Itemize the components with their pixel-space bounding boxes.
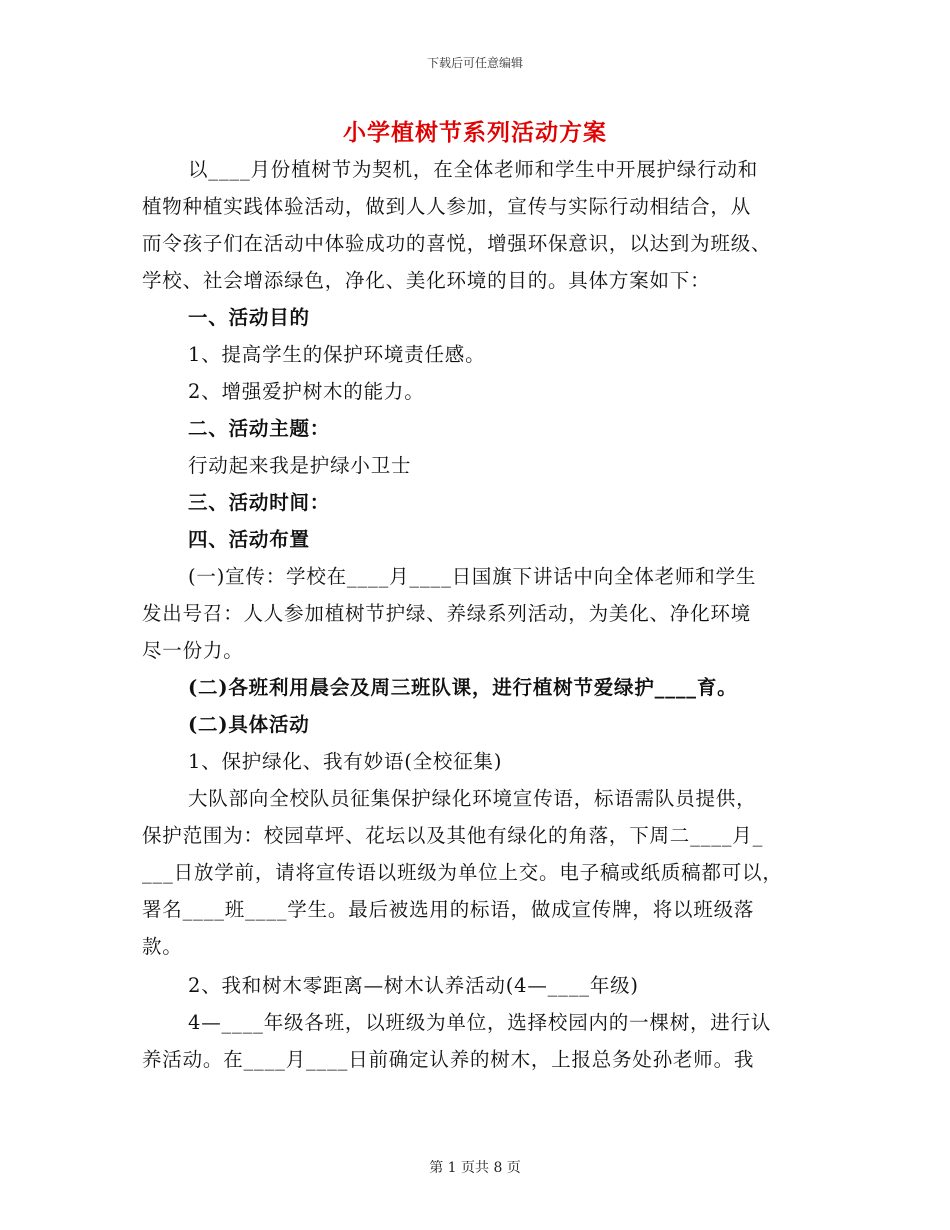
paragraph-line: 署名____班____学生。最后被选用的标语，做成宣传牌，将以班级落	[142, 898, 755, 921]
section-heading: 一、活动目的	[188, 306, 310, 329]
page-header-note: 下载后可任意编辑	[426, 56, 523, 70]
paragraph-line: 大队部向全校队员征集保护绿化环境宣传语，标语需队员提供，	[188, 787, 757, 810]
document-body	[142, 151, 812, 1078]
paragraph-line: 款。	[142, 935, 183, 958]
paragraph-line: (一)宣传：学校在____月____日国旗下讲话中向全体老师和学生	[188, 565, 757, 588]
section-heading: 四、活动布置	[188, 528, 310, 551]
paragraph-line: 4—____年级各班，以班级为单位，选择校园内的一棵树，进行认	[188, 1011, 772, 1034]
section-heading: (二)具体活动	[188, 713, 310, 736]
list-item: 1、保护绿化、我有妙语(全校征集)	[188, 750, 503, 773]
list-item: 1、提高学生的保护环境责任感。	[188, 343, 486, 366]
paragraph-line: 养活动。在____月____日前确定认养的树木，上报总务处孙老师。我	[142, 1048, 755, 1071]
page-footer-number: 第 1 页共 8 页	[429, 1160, 521, 1176]
paragraph-line: 行动起来我是护绿小卫士	[188, 454, 412, 477]
paragraph-line: ___日放学前，请将宣传语以班级为单位上交。电子稿或纸质稿都可以，	[142, 861, 783, 884]
section-heading: 三、活动时间：	[188, 491, 331, 514]
paragraph-line: 发出号召：人人参加植树节护绿、养绿系列活动，为美化、净化环境	[142, 602, 752, 625]
paragraph-line: 而令孩子们在活动中体验成功的喜悦，增强环保意识，以达到为班级、	[142, 232, 772, 255]
paragraph-line: 植物种植实践体验活动，做到人人参加，宣传与实际行动相结合，从	[142, 195, 752, 218]
list-item: 2、增强爱护树木的能力。	[188, 380, 425, 403]
section-heading: 二、活动主题：	[188, 417, 331, 440]
document-title: 小学植树节系列活动方案	[343, 119, 607, 146]
paragraph-line: 尽一份力。	[142, 639, 244, 662]
bold-paragraph-line: (二)各班利用晨会及周三班队课，进行植树节爱绿护____育。	[188, 676, 738, 699]
paragraph-line: 学校、社会增添绿色，净化、美化环境的目的。具体方案如下：	[142, 269, 711, 292]
paragraph-line: 保护范围为：校园草坪、花坛以及其他有绿化的角落，下周二____月_	[142, 824, 764, 847]
list-item: 2、我和树木零距离—树木认养活动(4—____年级)	[188, 974, 639, 997]
paragraph-line: 以____月份植树节为契机，在全体老师和学生中开展护绿行动和	[188, 158, 758, 181]
